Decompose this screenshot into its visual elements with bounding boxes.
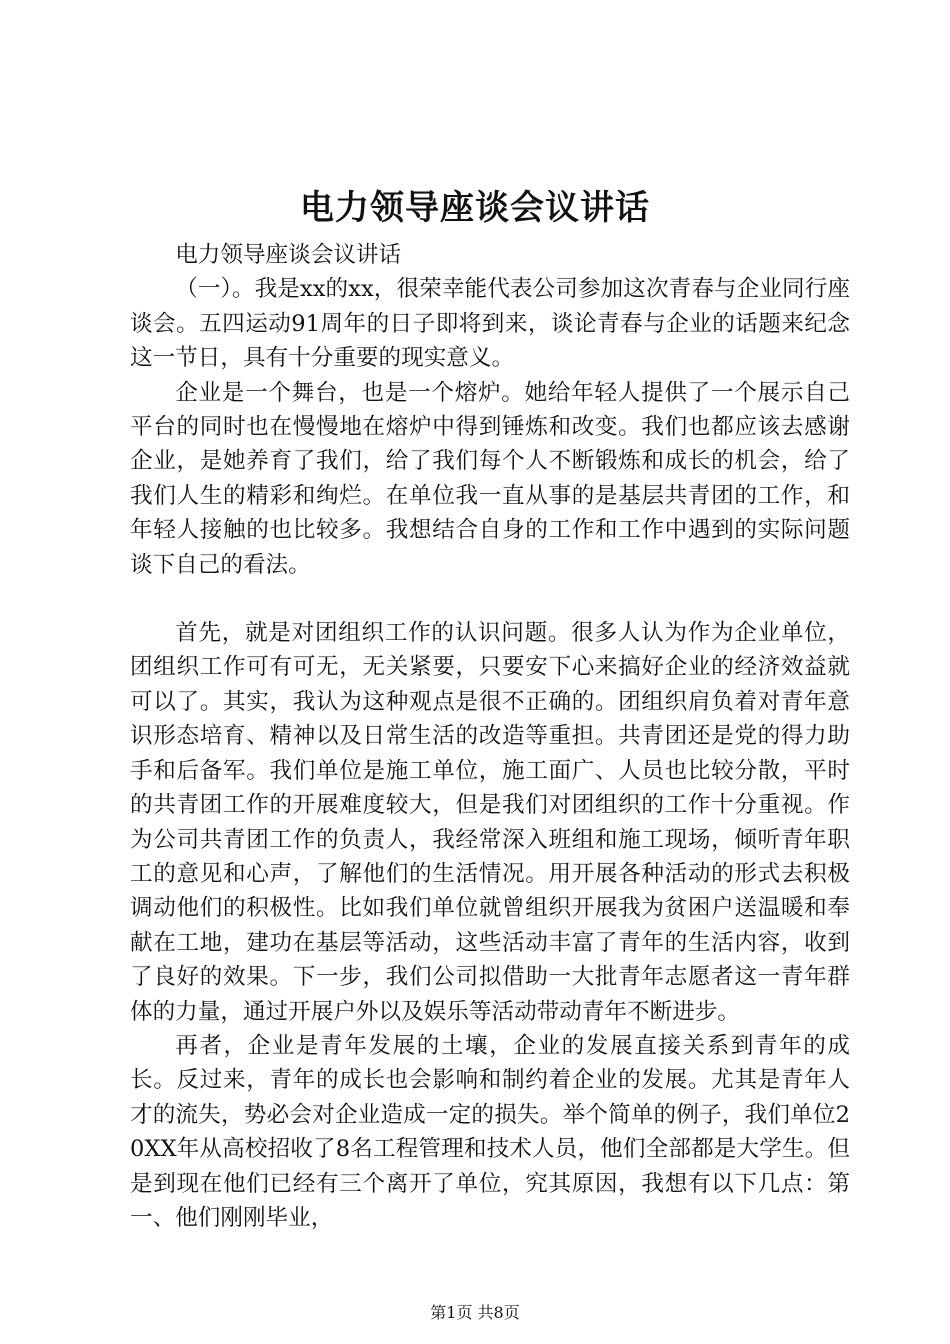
paragraph-second-point: 再者，企业是青年发展的土壤，企业的发展直接关系到青年的成长。反过来，青年的成长也会影响和制约着企业的发展。尤其是青年人才的流失，势必会对企业造成一定的损失。举个简单的例子，我们单位20XX年从高校招收了8名工程管理和技术人员，他们全部都是大学生。但是到现在他们已经有三个离开了单位，究其原因，我想有以下几点：第一、他们刚刚毕业， xyxy=(130,1032,850,1231)
page-footer: 第1页 共8页 xyxy=(430,1303,520,1322)
paragraph-enterprise-stage: 企业是一个舞台，也是一个熔炉。她给年轻人提供了一个展示自己平台的同时也在慢慢地在熔炉中得到锤炼和改变。我们也都应该去感谢企业，是她养育了我们，给了我们每个人不断锻炼和成长的机会，给了我们人生的精彩和绚烂。在单位我一直从事的是基层共青团的工作，和年轻人接触的也比较多。我想结合自身的工作和工作中遇到的实际问题谈下自己的看法。 xyxy=(130,379,850,578)
paragraph-first-point: 首先，就是对团组织工作的认识问题。很多人认为作为企业单位，团组织工作可有可无，无关紧要，只要安下心来搞好企业的经济效益就可以了。其实，我认为这种观点是很不正确的。团组织肩负着对青年意识形态培育、精神以及日常生活的改造等重担。共青团还是党的得力助手和后备军。我们单位是施工单位，施工面广、人员也比较分散，平时的共青团工作的开展难度较大，但是我们对团组织的工作十分重视。作为公司共青团工作的负责人，我经常深入班组和施工现场，倾听青年职工的意见和心声，了解他们的生活情况。用开展各种活动的形式去积极调动他们的积极性。比如我们单位就曾组织开展我为贫困户送温暖和奉献在工地，建功在基层等活动，这些活动丰富了青年的生活内容，收到了良好的效果。下一步，我们公司拟借助一大批青年志愿者这一青年群体的力量，通过开展户外以及娱乐等活动带动青年不断进步。 xyxy=(130,620,850,1025)
document-title: 电力领导座谈会议讲话 xyxy=(300,188,650,228)
paragraph-intro: （一）。我是xx的xx，很荣幸能代表公司参加这次青春与企业同行座谈会。五四运动91周年的日子即将到来，谈论青春与企业的话题来纪念这一节日，具有十分重要的现实意义。 xyxy=(130,276,850,372)
paragraph-subtitle: 电力领导座谈会议讲话 xyxy=(175,242,402,268)
document-body xyxy=(130,238,850,1235)
